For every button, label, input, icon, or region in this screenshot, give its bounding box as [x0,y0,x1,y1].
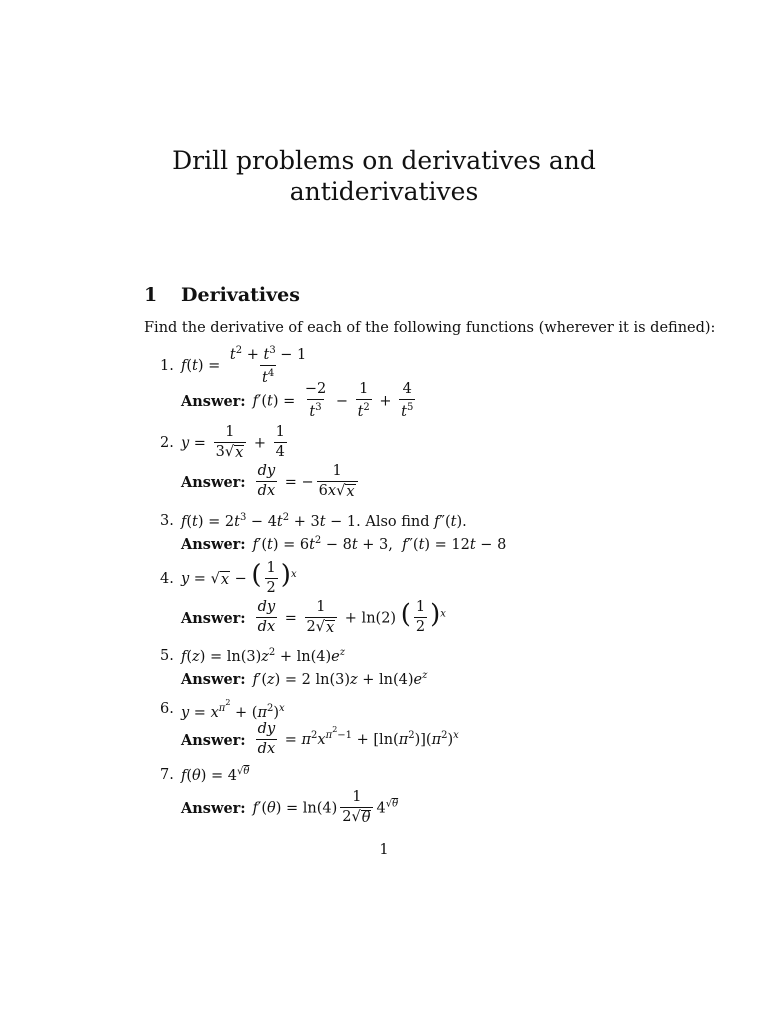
answer-1 [181,379,418,423]
problem-number: 3. [160,513,174,529]
problem-number: 4. [160,571,174,587]
title-line-1: Drill problems on derivatives and [172,146,596,175]
answer-expression: f′(z) = 2 $\ln(3)z + \ln(4)e^z$ [252,670,428,688]
fraction: $\frac{t^2 + t^3 - 1}{t^4}$ [229,345,307,386]
problem-number: 6. [160,701,174,717]
problem-expression: $f(z) = \ln(3)z^2 + \ln(4)e^z$ [181,647,346,665]
problem-number: 2. [160,435,174,451]
answer-label: Answer: [181,609,246,627]
problem-number: 7. [160,767,174,783]
section-number: 1 [144,284,158,306]
answer-label: Answer: [181,670,246,688]
answer-label: Answer: [181,731,246,749]
problem-number: 1. [160,358,174,374]
title-line-2: antiderivatives [289,177,479,206]
answer-label: Answer: [181,535,246,553]
problem-4 [160,557,297,601]
instructions: Find the derivative of each of the following functions (wherever it is defined): [144,320,716,336]
problem-expression: $y = x^{\pi^2} + (\pi^2)^x$ [181,697,285,721]
answer-label: Answer: [181,473,246,491]
problem-number: 5. [160,648,174,664]
answer-expression: $\frac{dy}{dx}$ = 1 2 √ x + ln(2) ( $\frac{1}{2}$ )$^x$ [257,598,446,636]
problem-expression: y = 1 3 √ x + $\frac{1}{4}$ [181,423,285,461]
section-heading [144,284,300,306]
document-title [0,145,768,207]
answer-expression: $f'(t) = 6t^2 - 8t + 3$, f″(t) = 12t − 8 [252,535,507,553]
answer-expression: $\frac{dy}{dx}$ = $\pi^2x^{\pi^2-1} + [\ln(\pi^2)](\pi^2)^x$ [257,721,459,757]
problem-expression: f(t) = $\frac{t^2 + t^3 - 1}{t^4}$ [181,345,307,386]
answer-label: Answer: [181,799,246,817]
problem-expression: $f(t) = 2t^3 - 4t^2 + 3t - 1$. Also find f″(t). [181,512,467,530]
answer-7 [181,786,398,830]
answer-expression: $\frac{dy}{dx}$ = − 1 6x √ x [253,464,361,501]
problem-expression: y = √ x − ( $\frac{1}{2}$ )$^x$ [181,560,297,596]
answer-expression: f′(t) = $\frac{-2}{t^3}$ − $\frac{1}{t^2}$ + $\frac{4}{t^5}$ [252,380,414,420]
section-title: Derivatives [181,284,300,306]
answer-label: Answer: [181,392,246,410]
answer-2 [181,460,361,504]
problem-2 [160,421,290,465]
page-number: 1 [379,842,389,858]
problem-expression: $f(\theta) = 4^{√\theta}$ [181,766,250,784]
answer-expression: f′(θ) = ln(4) 1 2 √ θ $4^{√\theta}$ [252,788,399,826]
